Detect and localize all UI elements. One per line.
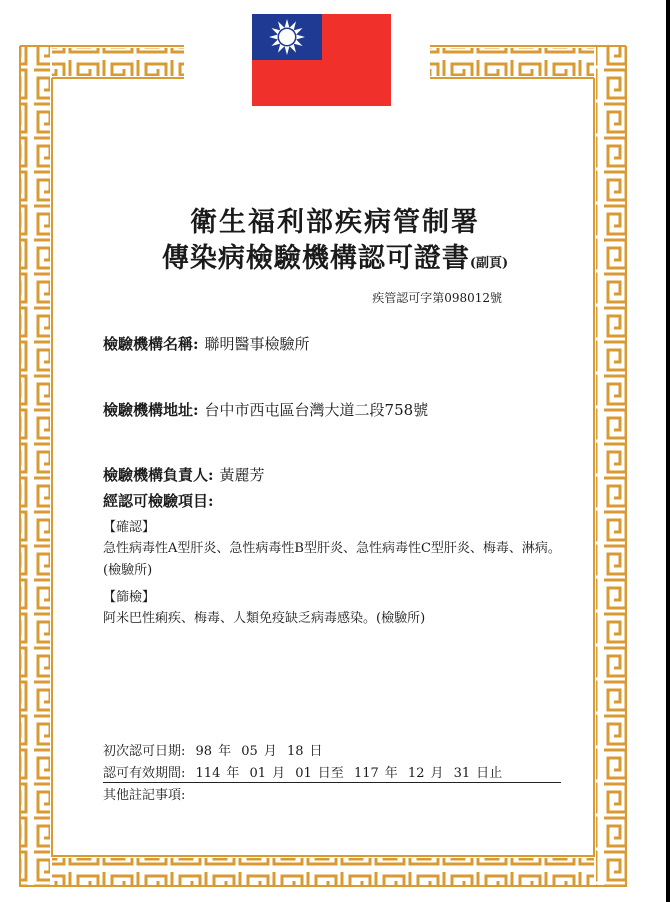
validity-period-row: [103, 762, 561, 783]
institution-address-label: 檢驗機構地址:: [103, 401, 199, 419]
screen-items: 阿米巴性痢疾、梅毒、人類免疫缺乏病毒感染。(檢驗所): [103, 611, 426, 626]
validity-label: 認可有效期間:: [103, 766, 186, 781]
institution-address-value: 台中市西屯區台灣大道二段758號: [204, 401, 429, 419]
to-word: 至: [330, 766, 344, 781]
day-unit: 日: [476, 766, 490, 781]
first-day: 18: [286, 744, 304, 759]
institution-name-row: [103, 333, 310, 354]
institution-name-value: 聯明醫事檢驗所: [204, 335, 310, 353]
institution-address-row: [103, 399, 428, 420]
institution-head-label: 檢驗機構負責人:: [103, 466, 214, 484]
day-unit: 日: [317, 766, 331, 781]
certificate-title: [0, 236, 670, 275]
valid-to-month: 12: [407, 766, 425, 781]
year-unit: 年: [226, 766, 240, 781]
agency-title: 衛生福利部疾病管制署: [190, 207, 480, 238]
valid-from-year: 114: [195, 766, 221, 781]
items-heading: 經認可檢驗項目:: [103, 492, 214, 510]
valid-to-year: 117: [353, 766, 379, 781]
year-unit: 年: [384, 766, 398, 781]
document-number: 疾管認可字第098012號: [372, 291, 502, 305]
year-unit: 年: [218, 744, 232, 759]
month-unit: 月: [272, 766, 286, 781]
other-notes-label: 其他註記事項:: [103, 788, 186, 803]
first-year: 98: [195, 744, 213, 759]
day-unit: 日: [309, 744, 323, 759]
confirm-heading: 【確認】: [103, 520, 156, 535]
valid-from-day: 01: [295, 766, 312, 781]
end-word: 止: [489, 766, 503, 781]
other-notes-row: [103, 784, 185, 803]
confirm-items: 急性病毒性A型肝炎、急性病毒性B型肝炎、急性病毒性C型肝炎、梅毒、淋病。(檢驗所): [103, 541, 561, 578]
certificate-title-text: 傳染病檢驗機構認可證書: [161, 243, 470, 274]
items-heading-row: [103, 490, 214, 511]
institution-name-label: 檢驗機構名稱:: [103, 335, 199, 353]
first-month: 05: [241, 744, 258, 759]
copy-mark: (副頁): [469, 256, 509, 271]
institution-head-value: 黃麗芳: [219, 466, 265, 484]
taiwan-flag-icon: [252, 14, 391, 106]
valid-to-day: 31: [453, 766, 471, 781]
valid-from-month: 01: [249, 766, 267, 781]
first-approval-row: [103, 740, 323, 759]
screen-heading: 【篩檢】: [103, 590, 156, 605]
month-unit: 月: [263, 744, 277, 759]
first-approval-label: 初次認可日期:: [103, 744, 186, 759]
white-sun-icon: [252, 14, 322, 60]
institution-head-row: [103, 464, 265, 485]
month-unit: 月: [430, 766, 444, 781]
